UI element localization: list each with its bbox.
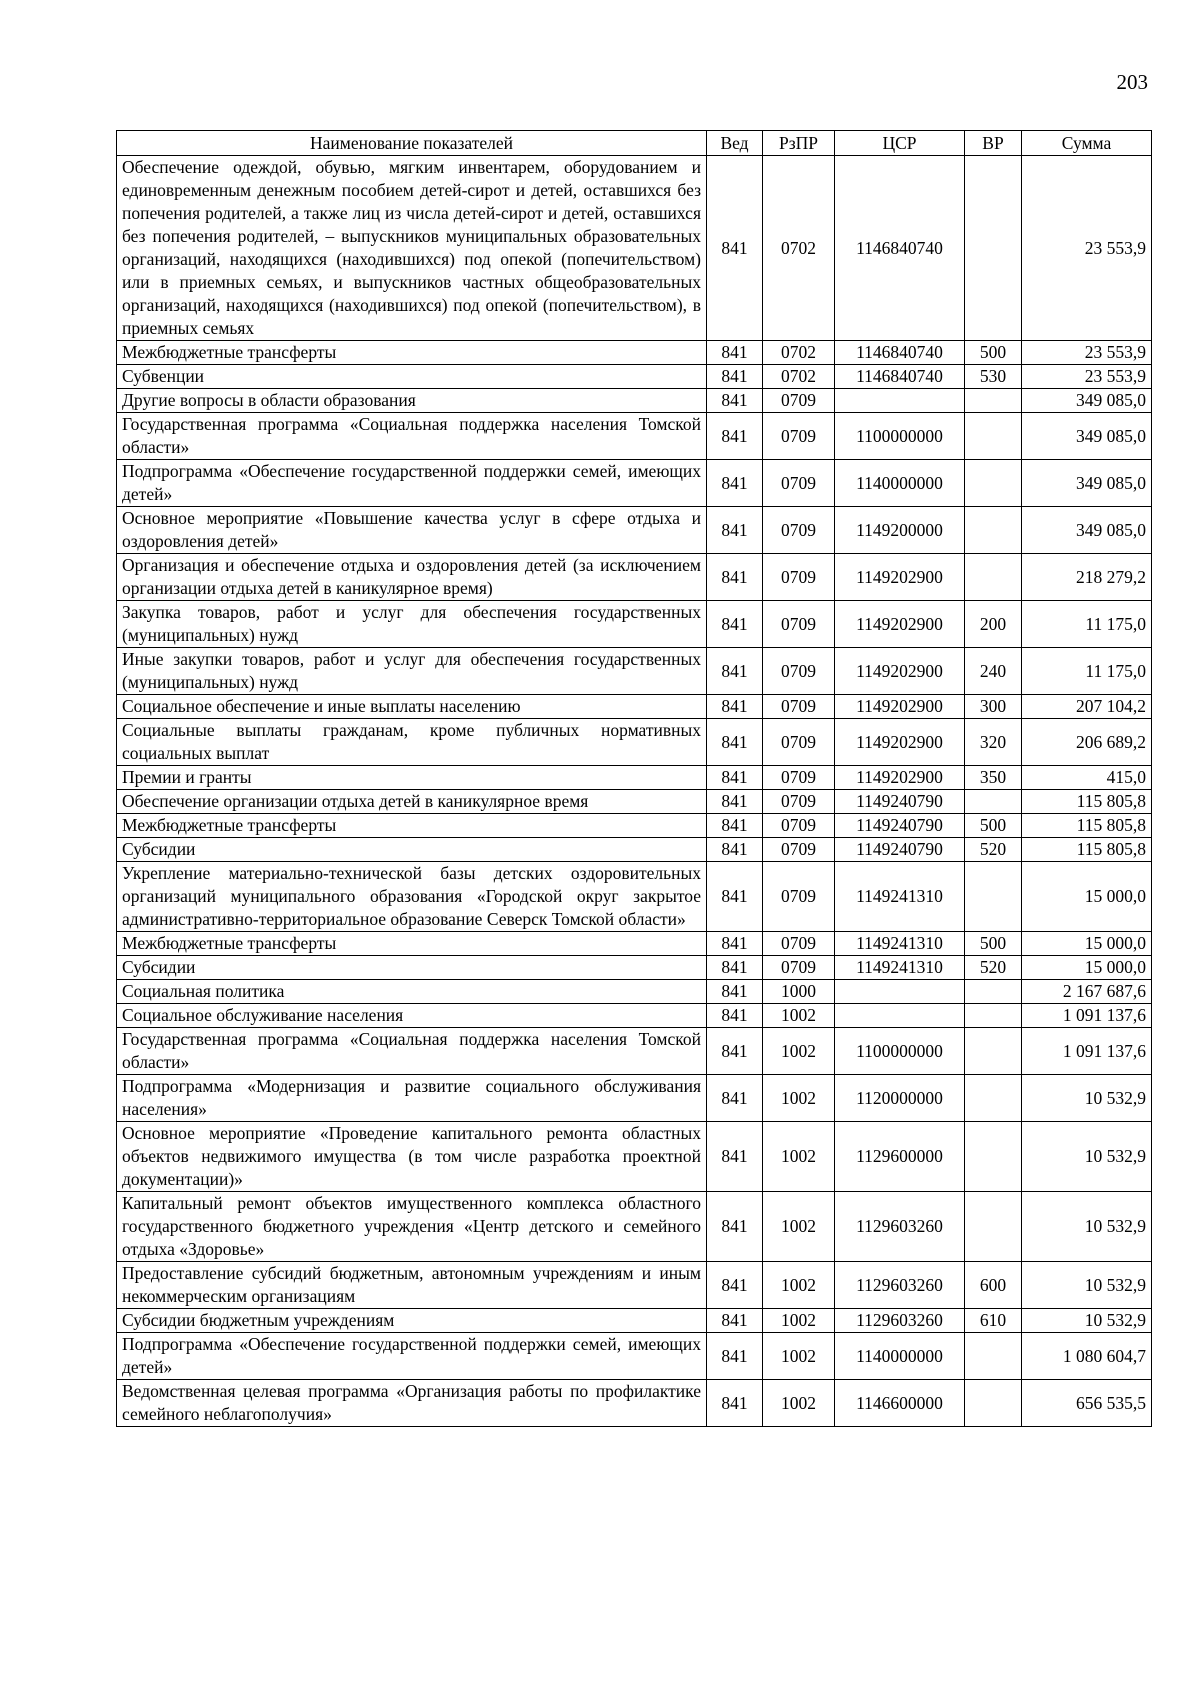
row-sum: 10 532,9 [1022,1122,1152,1192]
row-csr: 1149202900 [835,719,965,766]
row-csr: 1149241310 [835,956,965,980]
row-csr: 1100000000 [835,413,965,460]
table-row [117,389,1152,413]
table-row [117,507,1152,554]
row-ved: 841 [707,365,763,389]
row-sum: 11 175,0 [1022,601,1152,648]
row-sum: 206 689,2 [1022,719,1152,766]
row-csr: 1149240790 [835,838,965,862]
table-row [117,932,1152,956]
row-name: Подпрограмма «Обеспечение государственной поддержки семей, имеющих детей» [117,1333,707,1380]
row-vr [965,1004,1022,1028]
row-vr: 200 [965,601,1022,648]
header-csr: ЦСР [835,131,965,156]
row-rzpr: 0709 [763,956,835,980]
row-csr: 1146840740 [835,365,965,389]
row-ved: 841 [707,932,763,956]
row-ved: 841 [707,1309,763,1333]
row-name: Закупка товаров, работ и услуг для обеспечения государственных (муниципальных) нужд [117,601,707,648]
row-ved: 841 [707,413,763,460]
row-vr [965,460,1022,507]
row-name: Премии и гранты [117,766,707,790]
row-vr [965,554,1022,601]
row-ved: 841 [707,554,763,601]
row-name: Укрепление материально-технической базы детских оздоровительных организаций муниципального образования «Городской округ закрытое административно-территориальное образование Северск Томской области» [117,862,707,932]
row-csr: 1140000000 [835,1333,965,1380]
row-vr [965,156,1022,341]
row-ved: 841 [707,460,763,507]
table-row [117,695,1152,719]
row-csr: 1149202900 [835,601,965,648]
row-rzpr: 1002 [763,1380,835,1427]
row-sum: 15 000,0 [1022,956,1152,980]
row-name: Социальные выплаты гражданам, кроме публичных нормативных социальных выплат [117,719,707,766]
row-rzpr: 0709 [763,719,835,766]
row-name: Организация и обеспечение отдыха и оздоровления детей (за исключением организации отдыха детей в каникулярное время) [117,554,707,601]
row-sum: 15 000,0 [1022,862,1152,932]
row-ved: 841 [707,1122,763,1192]
row-ved: 841 [707,790,763,814]
row-rzpr: 0709 [763,838,835,862]
row-csr: 1146840740 [835,156,965,341]
row-rzpr: 0709 [763,695,835,719]
row-csr: 1149202900 [835,648,965,695]
row-rzpr: 1002 [763,1192,835,1262]
row-rzpr: 0709 [763,389,835,413]
row-sum: 1 080 604,7 [1022,1333,1152,1380]
row-rzpr: 0709 [763,507,835,554]
row-vr: 500 [965,814,1022,838]
table-header [117,131,1152,156]
header-ved: Вед [707,131,763,156]
row-name: Субсидии бюджетным учреждениям [117,1309,707,1333]
row-rzpr: 0709 [763,814,835,838]
row-rzpr: 0709 [763,648,835,695]
table-row [117,719,1152,766]
row-ved: 841 [707,1380,763,1427]
row-csr: 1149241310 [835,932,965,956]
table-row [117,1333,1152,1380]
row-name: Ведомственная целевая программа «Организация работы по профилактике семейного неблагополучия» [117,1380,707,1427]
row-ved: 841 [707,766,763,790]
row-rzpr: 0709 [763,413,835,460]
row-vr [965,1028,1022,1075]
row-name: Социальное обслуживание населения [117,1004,707,1028]
row-name: Капитальный ремонт объектов имущественного комплекса областного государственного бюджетного учреждения «Центр детского и семейного отдыха «Здоровье» [117,1192,707,1262]
row-rzpr: 0709 [763,862,835,932]
row-rzpr: 0709 [763,932,835,956]
budget-table [116,130,1152,1427]
row-csr [835,389,965,413]
row-csr: 1146840740 [835,341,965,365]
table-row [117,601,1152,648]
row-ved: 841 [707,507,763,554]
table-row [117,980,1152,1004]
row-name: Основное мероприятие «Проведение капитального ремонта областных объектов недвижимого имущества (в том числе разработка проектной документации)» [117,1122,707,1192]
row-csr: 1149202900 [835,695,965,719]
row-vr: 600 [965,1262,1022,1309]
row-sum: 207 104,2 [1022,695,1152,719]
row-sum: 1 091 137,6 [1022,1028,1152,1075]
row-ved: 841 [707,1192,763,1262]
table-row [117,956,1152,980]
row-csr: 1149202900 [835,766,965,790]
row-ved: 841 [707,1262,763,1309]
table-row [117,156,1152,341]
row-ved: 841 [707,1333,763,1380]
row-rzpr: 1002 [763,1309,835,1333]
row-sum: 10 532,9 [1022,1075,1152,1122]
table-row [117,648,1152,695]
row-rzpr: 1002 [763,1004,835,1028]
row-vr: 530 [965,365,1022,389]
table-row [117,814,1152,838]
table-row [117,1075,1152,1122]
row-csr [835,980,965,1004]
row-csr: 1149241310 [835,862,965,932]
row-name: Субсидии [117,838,707,862]
row-csr: 1140000000 [835,460,965,507]
row-name: Подпрограмма «Обеспечение государственной поддержки семей, имеющих детей» [117,460,707,507]
row-sum: 349 085,0 [1022,413,1152,460]
row-sum: 1 091 137,6 [1022,1004,1152,1028]
row-csr: 1100000000 [835,1028,965,1075]
row-sum: 2 167 687,6 [1022,980,1152,1004]
row-ved: 841 [707,980,763,1004]
row-vr: 240 [965,648,1022,695]
row-csr: 1129603260 [835,1309,965,1333]
header-row [117,131,1152,156]
row-csr: 1120000000 [835,1075,965,1122]
row-ved: 841 [707,695,763,719]
table-row [117,460,1152,507]
row-name: Другие вопросы в области образования [117,389,707,413]
header-sum: Сумма [1022,131,1152,156]
row-vr: 500 [965,341,1022,365]
row-vr [965,1122,1022,1192]
row-name: Государственная программа «Социальная поддержка населения Томской области» [117,413,707,460]
row-rzpr: 1002 [763,1028,835,1075]
row-name: Межбюджетные трансферты [117,814,707,838]
row-sum: 349 085,0 [1022,389,1152,413]
row-rzpr: 0709 [763,790,835,814]
row-vr [965,980,1022,1004]
row-sum: 10 532,9 [1022,1262,1152,1309]
header-rzpr: РзПР [763,131,835,156]
table-row [117,365,1152,389]
row-rzpr: 1002 [763,1262,835,1309]
row-ved: 841 [707,601,763,648]
row-ved: 841 [707,838,763,862]
row-vr: 500 [965,932,1022,956]
row-sum: 10 532,9 [1022,1309,1152,1333]
row-ved: 841 [707,1075,763,1122]
row-name: Иные закупки товаров, работ и услуг для обеспечения государственных (муниципальных) нужд [117,648,707,695]
row-rzpr: 1002 [763,1122,835,1192]
row-name: Социальное обеспечение и иные выплаты населению [117,695,707,719]
row-vr [965,507,1022,554]
row-name: Субвенции [117,365,707,389]
table-row [117,413,1152,460]
row-name: Основное мероприятие «Повышение качества услуг в сфере отдыха и оздоровления детей» [117,507,707,554]
row-ved: 841 [707,1028,763,1075]
row-csr: 1149240790 [835,814,965,838]
row-name: Предоставление субсидий бюджетным, автономным учреждениям и иным некоммерческим организациям [117,1262,707,1309]
row-csr: 1149200000 [835,507,965,554]
row-ved: 841 [707,341,763,365]
row-name: Субсидии [117,956,707,980]
row-ved: 841 [707,648,763,695]
row-ved: 841 [707,156,763,341]
row-name: Обеспечение одеждой, обувью, мягким инвентарем, оборудованием и единовременным денежным пособием детей-сирот и детей, оставшихся без попечения родителей, а также лиц из числа детей-сирот и детей, оставшихся без попечения родителей, – выпускников муниципальных образовательных организаций, находящихся (находившихся) под опекой (попечительством) или в приемных семьях, и выпускников частных общеобразовательных организаций, находящихся (находившихся) под опекой (попечительством), в приемных семьях [117,156,707,341]
row-vr: 350 [965,766,1022,790]
row-sum: 349 085,0 [1022,507,1152,554]
row-sum: 656 535,5 [1022,1380,1152,1427]
row-rzpr: 1000 [763,980,835,1004]
row-vr: 320 [965,719,1022,766]
row-rzpr: 0702 [763,341,835,365]
header-vr: ВР [965,131,1022,156]
row-sum: 23 553,9 [1022,156,1152,341]
row-name: Межбюджетные трансферты [117,341,707,365]
row-sum: 115 805,8 [1022,790,1152,814]
header-name: Наименование показателей [117,131,707,156]
table-row [117,1028,1152,1075]
row-name: Государственная программа «Социальная поддержка населения Томской области» [117,1028,707,1075]
row-vr [965,413,1022,460]
row-rzpr: 0709 [763,766,835,790]
table-row [117,1309,1152,1333]
row-ved: 841 [707,814,763,838]
row-sum: 218 279,2 [1022,554,1152,601]
row-vr [965,389,1022,413]
row-ved: 841 [707,956,763,980]
row-rzpr: 1002 [763,1075,835,1122]
row-sum: 11 175,0 [1022,648,1152,695]
row-vr: 520 [965,838,1022,862]
row-sum: 23 553,9 [1022,341,1152,365]
table-row [117,862,1152,932]
table-row [117,1122,1152,1192]
row-name: Социальная политика [117,980,707,1004]
table-row [117,838,1152,862]
row-sum: 415,0 [1022,766,1152,790]
row-csr [835,1004,965,1028]
row-rzpr: 0702 [763,365,835,389]
row-name: Межбюджетные трансферты [117,932,707,956]
table-row [117,766,1152,790]
row-rzpr: 1002 [763,1333,835,1380]
table-row [117,790,1152,814]
row-csr: 1146600000 [835,1380,965,1427]
row-vr [965,1333,1022,1380]
row-vr: 300 [965,695,1022,719]
row-name: Обеспечение организации отдыха детей в каникулярное время [117,790,707,814]
row-csr: 1149240790 [835,790,965,814]
row-vr: 520 [965,956,1022,980]
row-vr [965,1192,1022,1262]
page-number: 203 [1116,70,1148,94]
table-row [117,1262,1152,1309]
row-sum: 15 000,0 [1022,932,1152,956]
row-rzpr: 0702 [763,156,835,341]
row-rzpr: 0709 [763,554,835,601]
row-csr: 1129603260 [835,1262,965,1309]
row-vr [965,1075,1022,1122]
row-csr: 1129600000 [835,1122,965,1192]
row-rzpr: 0709 [763,601,835,648]
row-vr [965,862,1022,932]
row-rzpr: 0709 [763,460,835,507]
row-sum: 10 532,9 [1022,1192,1152,1262]
table-row [117,341,1152,365]
row-sum: 115 805,8 [1022,838,1152,862]
row-name: Подпрограмма «Модернизация и развитие социального обслуживания населения» [117,1075,707,1122]
row-sum: 23 553,9 [1022,365,1152,389]
row-ved: 841 [707,1004,763,1028]
table-row [117,1380,1152,1427]
table-row [117,1192,1152,1262]
table-row [117,554,1152,601]
row-ved: 841 [707,719,763,766]
row-vr [965,790,1022,814]
row-sum: 115 805,8 [1022,814,1152,838]
row-csr: 1129603260 [835,1192,965,1262]
row-ved: 841 [707,389,763,413]
table-body [117,156,1152,1427]
row-ved: 841 [707,862,763,932]
row-vr [965,1380,1022,1427]
row-csr: 1149202900 [835,554,965,601]
row-vr: 610 [965,1309,1022,1333]
table-row [117,1004,1152,1028]
row-sum: 349 085,0 [1022,460,1152,507]
